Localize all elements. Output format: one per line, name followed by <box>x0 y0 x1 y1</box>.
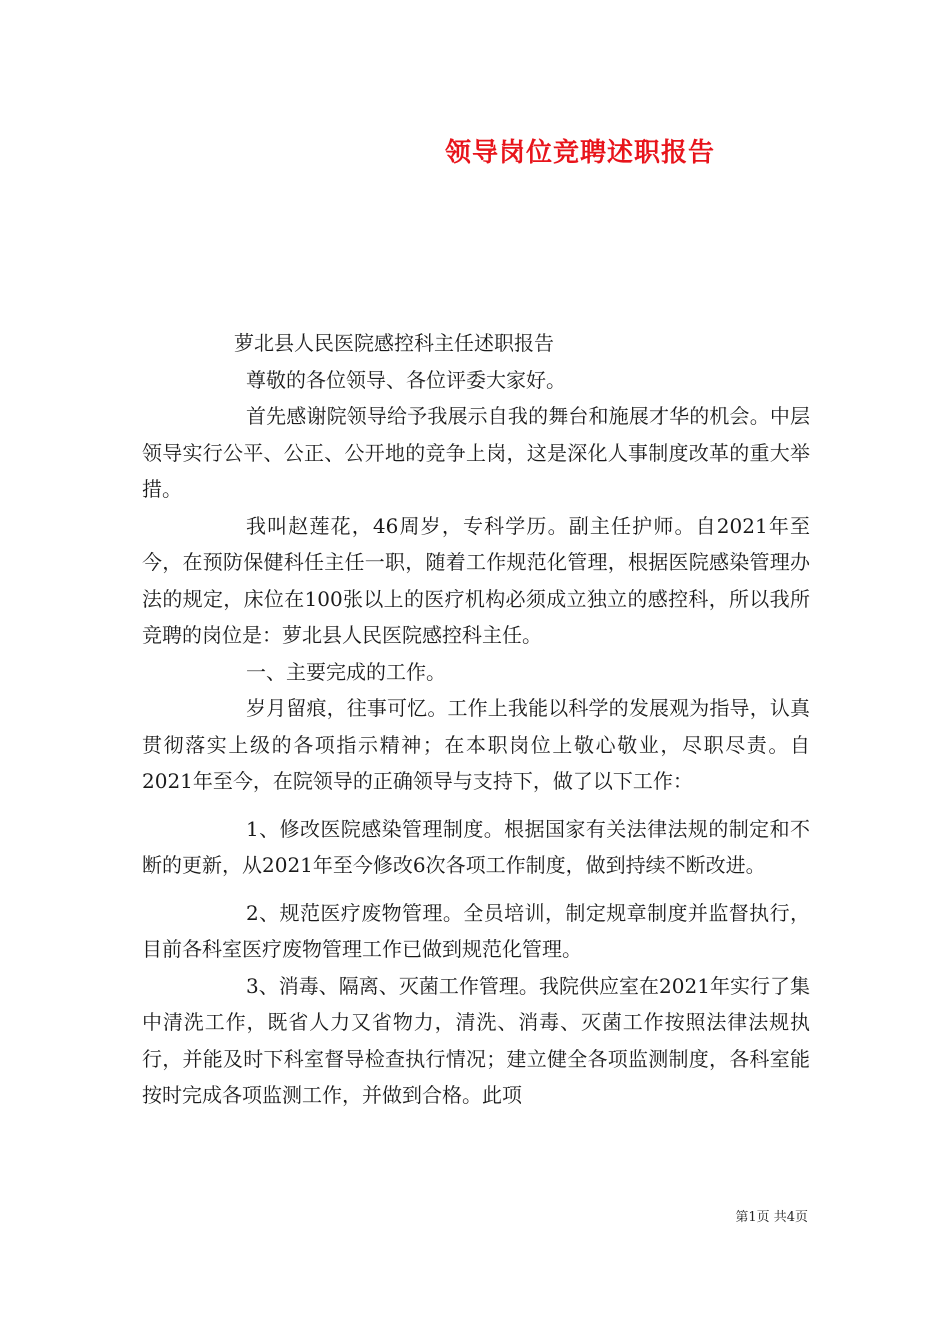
greeting: 尊敬的各位领导、各位评委大家好。 <box>246 367 566 392</box>
section-heading: 一、主要完成的工作。 <box>246 659 446 684</box>
list-item: 2、规范医疗废物管理。全员培训，制定规章制度并监督执行，目前各科室医疗废物管理工作已做到规范化管理。 <box>142 900 810 961</box>
document-body <box>142 325 810 1114</box>
page-number: 第1页 共4页 <box>735 1210 808 1225</box>
list-item: 3、消毒、隔离、灭菌工作管理。我院供应室在2021年实行了集中清洗工作，既省人力又省物力，清洗、消毒、灭菌工作按照法律法规执行，并能及时下科室督导检查执行情况；建立健全各项监测制度，各科室能按时完成各项监测工作，并做到合格。此项 <box>142 973 810 1107</box>
document-title: 领导岗位竞聘述职报告 <box>444 138 715 168</box>
document-subtitle: 萝北县人民医院感控科主任述职报告 <box>234 331 554 355</box>
paragraph: 我叫赵莲花，46周岁，专科学历。副主任护师。自2021年至今，在预防保健科任主任一职，随着工作规范化管理，根据医院感染管理办法的规定，床位在100张以上的医疗机构必须成立独立的感控科，所以我所竞聘的岗位是：萝北县人民医院感控科主任。 <box>142 513 810 647</box>
paragraph: 岁月留痕，往事可忆。工作上我能以科学的发展观为指导，认真贯彻落实上级的各项指示精神；在本职岗位上敬心敬业，尽职尽责。自2021年至今，在院领导的正确领导与支持下，做了以下工作： <box>142 696 810 793</box>
paragraph: 首先感谢院领导给予我展示自我的舞台和施展才华的机会。中层领导实行公平、公正、公开地的竞争上岗，这是深化人事制度改革的重大举措。 <box>142 404 810 501</box>
list-item: 1、修改医院感染管理制度。根据国家有关法律法规的制定和不断的更新，从2021年至今修改6次各项工作制度，做到持续不断改进。 <box>142 816 810 877</box>
